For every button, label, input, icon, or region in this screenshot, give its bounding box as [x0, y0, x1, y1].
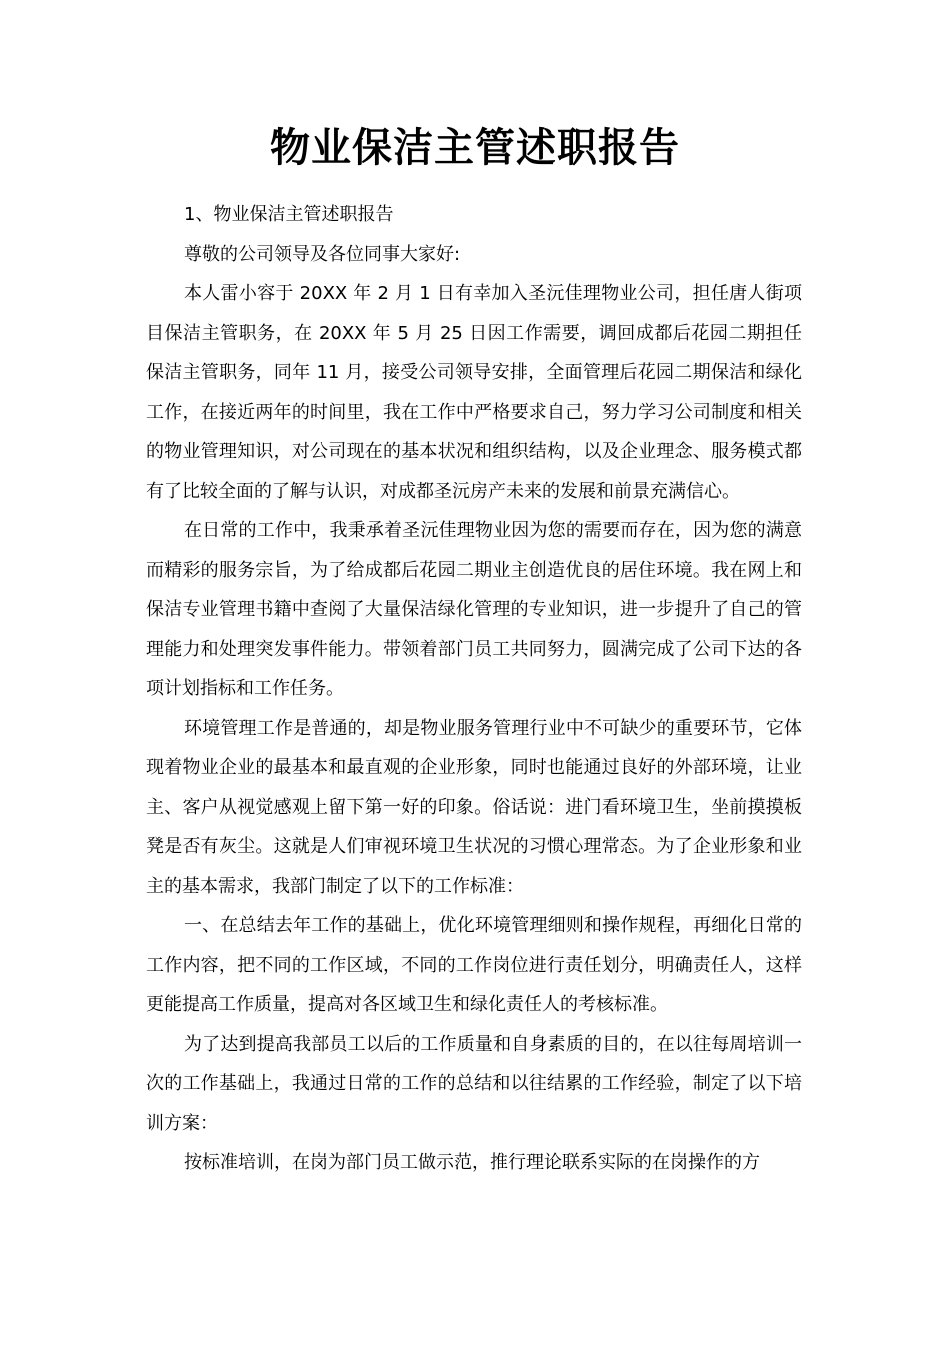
paragraph-daily-work: 在日常的工作中，我秉承着圣沅佳理物业因为您的需要而存在，因为您的满意而精彩的服务宗旨，为了给成都后花园二期业主创造优良的居住环境。我在网上和保洁专业管理书籍中查阅了大量保洁绿化管理的专业知识，进一步提升了自己的管理能力和处理突发事件能力。带领着部门员工共同努力，圆满完成了公司下达的各项计划指标和工作任务。: [146, 520, 802, 699]
paragraph-salutation: 尊敬的公司领导及各位同事大家好:: [184, 243, 461, 265]
document-title: 物业保洁主管述职报告: [270, 125, 680, 171]
paragraph-introduction: 本人雷小容于 20XX 年 2 月 1 日有幸加入圣沅佳理物业公司，担任唐人街项目保洁主管职务，在 20XX 年 5 月 25 日因工作需要，调回成都后花园二期担任保洁主管职务，同年 11 月，接受公司领导安排，全面管理后花园二期保洁和绿化工作，在接近两年的时间里，我在工作中严格要求自己，努力学习公司制度和相关的物业管理知识，对公司现在的基本状况和组织结构，以及企业理念、服务模式都有了比较全面的了解与认识，对成都圣沅房产未来的发展和前景充满信心。: [146, 283, 802, 502]
paragraph-training-method: 按标准培训，在岗为部门员工做示范，推行理论联系实际的在岗操作的方: [184, 1152, 760, 1173]
paragraph-section-heading: 1、物业保洁主管述职报告: [184, 204, 394, 225]
document-body: [146, 195, 802, 1183]
paragraph-environment-management: 环境管理工作是普通的，却是物业服务管理行业中不可缺少的重要环节，它体现着物业企业的最基本和最直观的企业形象，同时也能通过良好的外部环境，让业主、客户从视觉感观上留下第一好的印象。俗话说：进门看环境卫生，坐前摸摸板凳是否有灰尘。这就是人们审视环境卫生状况的习惯心理常态。为了企业形象和业主的基本需求，我部门制定了以下的工作标准：: [146, 717, 802, 897]
paragraph-training-goal: 为了达到提高我部员工以后的工作质量和自身素质的目的，在以往每周培训一次的工作基础上，我通过日常的工作的总结和以往结累的工作经验，制定了以下培训方案：: [146, 1033, 802, 1134]
paragraph-standard-one: 一、在总结去年工作的基础上，优化环境管理细则和操作规程，再细化日常的工作内容，把不同的工作区域，不同的工作岗位进行责任划分，明确责任人，这样更能提高工作质量，提高对各区域卫生和绿化责任人的考核标准。: [146, 915, 802, 1015]
